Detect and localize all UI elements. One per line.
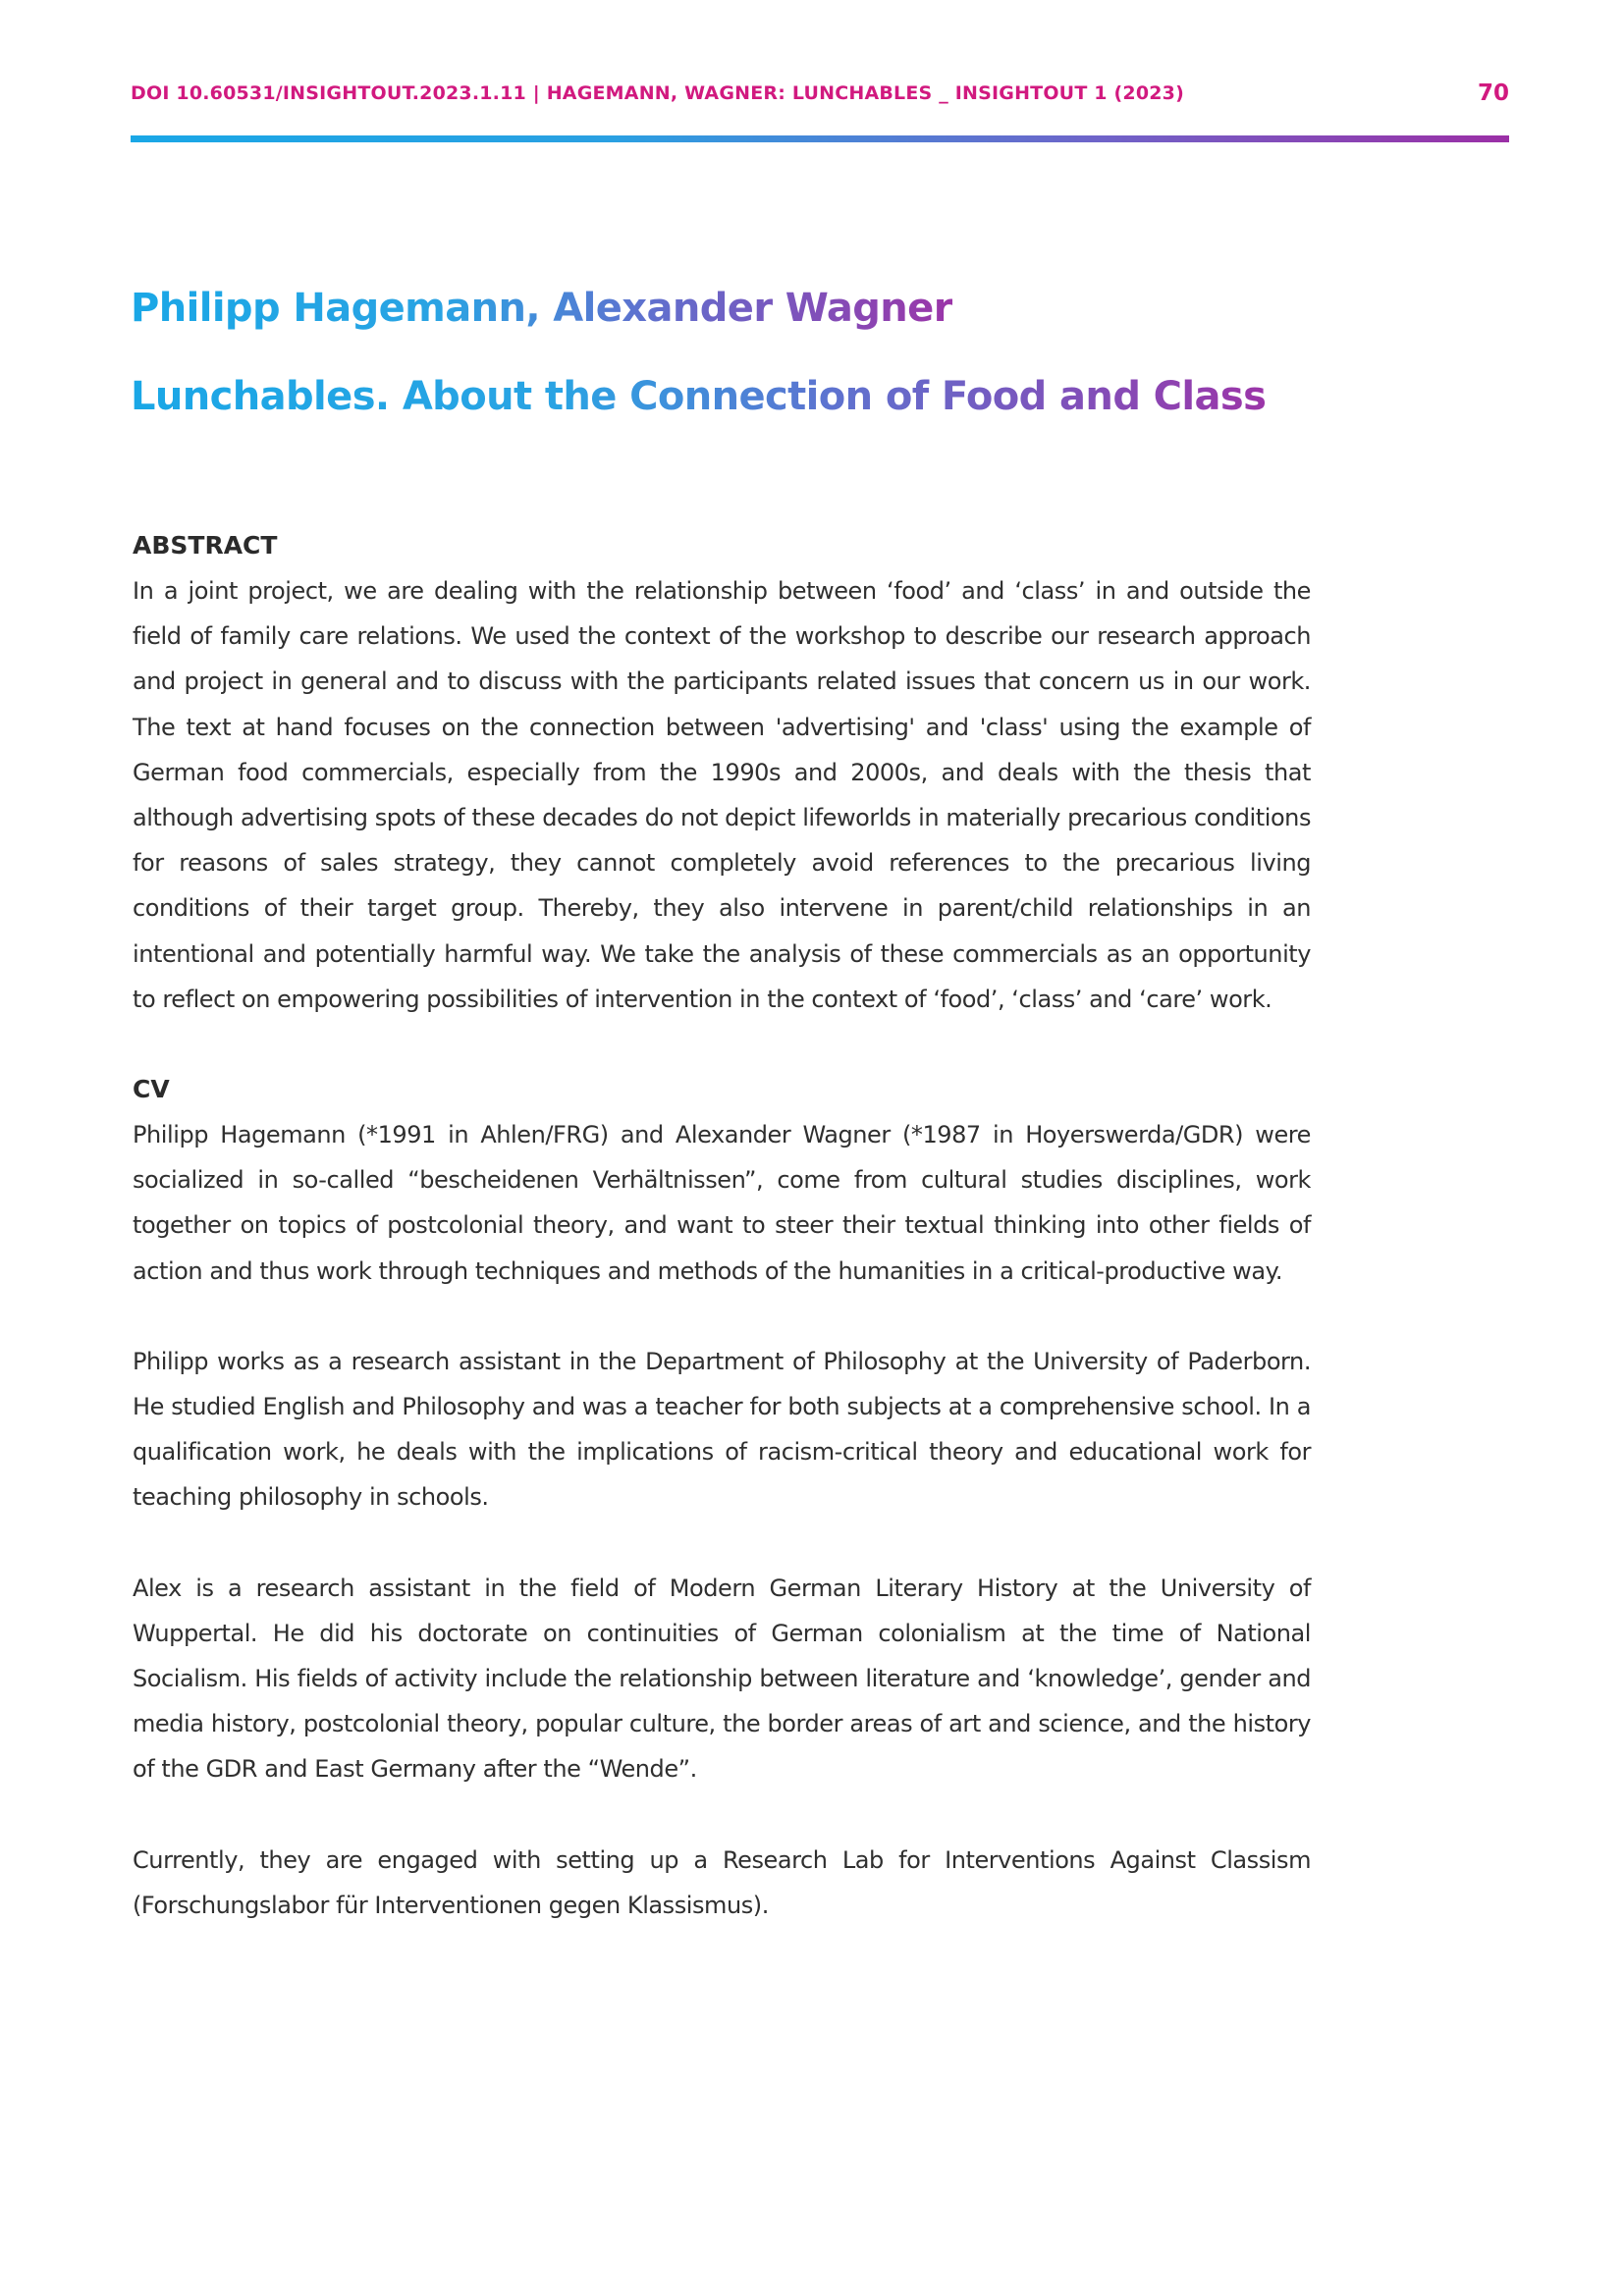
cv-heading: CV bbox=[133, 1075, 170, 1104]
article-title: Lunchables. About the Connection of Food and Class bbox=[131, 371, 1266, 422]
article-body bbox=[133, 523, 1311, 1928]
abstract-text: In a joint project, we are dealing with the relationship between ‘food’ and ‘class’ in and outside the field of family care relations. We used the context of the workshop to describe our research approach and project in general and to discuss with the participants related issues that concern us in our work. The text at hand focuses on the connection between 'advertising' and 'class' using the example of German food commercials, especially from the 1990s and 2000s, and deals with the thesis that although advertising spots of these decades do not depict lifeworlds in materially precarious conditions for reasons of sales strategy, they cannot completely avoid references to the precarious living conditions of their target group. Thereby, they also intervene in parent/child relationships in an intentional and potentially harmful way. We take the analysis of these commercials as an opportunity to reflect on empowering possibilities of intervention in the context of ‘food’, ‘class’ and ‘care’ work. bbox=[133, 577, 1311, 1013]
page-number: 70 bbox=[1477, 80, 1509, 106]
running-head: DOI 10.60531/INSIGHTOUT.2023.1.11 | HAGEMANN, WAGNER: LUNCHABLES _ INSIGHTOUT 1 (2023) bbox=[131, 82, 1184, 104]
article-authors: Philipp Hagemann, Alexander Wagner bbox=[131, 283, 952, 334]
cv-section bbox=[133, 1067, 1311, 1928]
cv-paragraph: Philipp works as a research assistant in the Department of Philosophy at the University of Paderborn. He studied English and Philosophy and was a teacher for both subjects at a comprehensive school. In a qualification work, he deals with the implications of racism-critical theory and educational work for teaching philosophy in schools. bbox=[133, 1347, 1311, 1512]
cv-paragraph: Currently, they are engaged with setting up a Research Lab for Interventions Against Classism (Forschungslabor für Interventionen gegen Klassismus). bbox=[133, 1845, 1311, 1919]
title-block bbox=[131, 283, 1505, 422]
abstract-section bbox=[133, 523, 1311, 1022]
header-divider bbox=[131, 135, 1509, 142]
page-header bbox=[131, 82, 1509, 112]
abstract-heading: ABSTRACT bbox=[133, 531, 278, 560]
cv-paragraph: Philipp Hagemann (*1991 in Ahlen/FRG) and Alexander Wagner (*1987 in Hoyerswerda/GDR) were socialized in so-called “bescheidenen Verhältnissen”, come from cultural studies disciplines, work together on topics of postcolonial theory, and want to steer their textual thinking into other fields of action and thus work through techniques and methods of the humanities in a critical-productive way. bbox=[133, 1121, 1311, 1285]
cv-paragraph: Alex is a research assistant in the field of Modern German Literary History at the University of Wuppertal. He did his doctorate on continuities of German colonialism at the time of National Socialism. His fields of activity include the relationship between literature and ‘knowledge’, gender and media history, postcolonial theory, popular culture, the border areas of art and science, and the history of the GDR and East Germany after the “Wende”. bbox=[133, 1574, 1311, 1784]
